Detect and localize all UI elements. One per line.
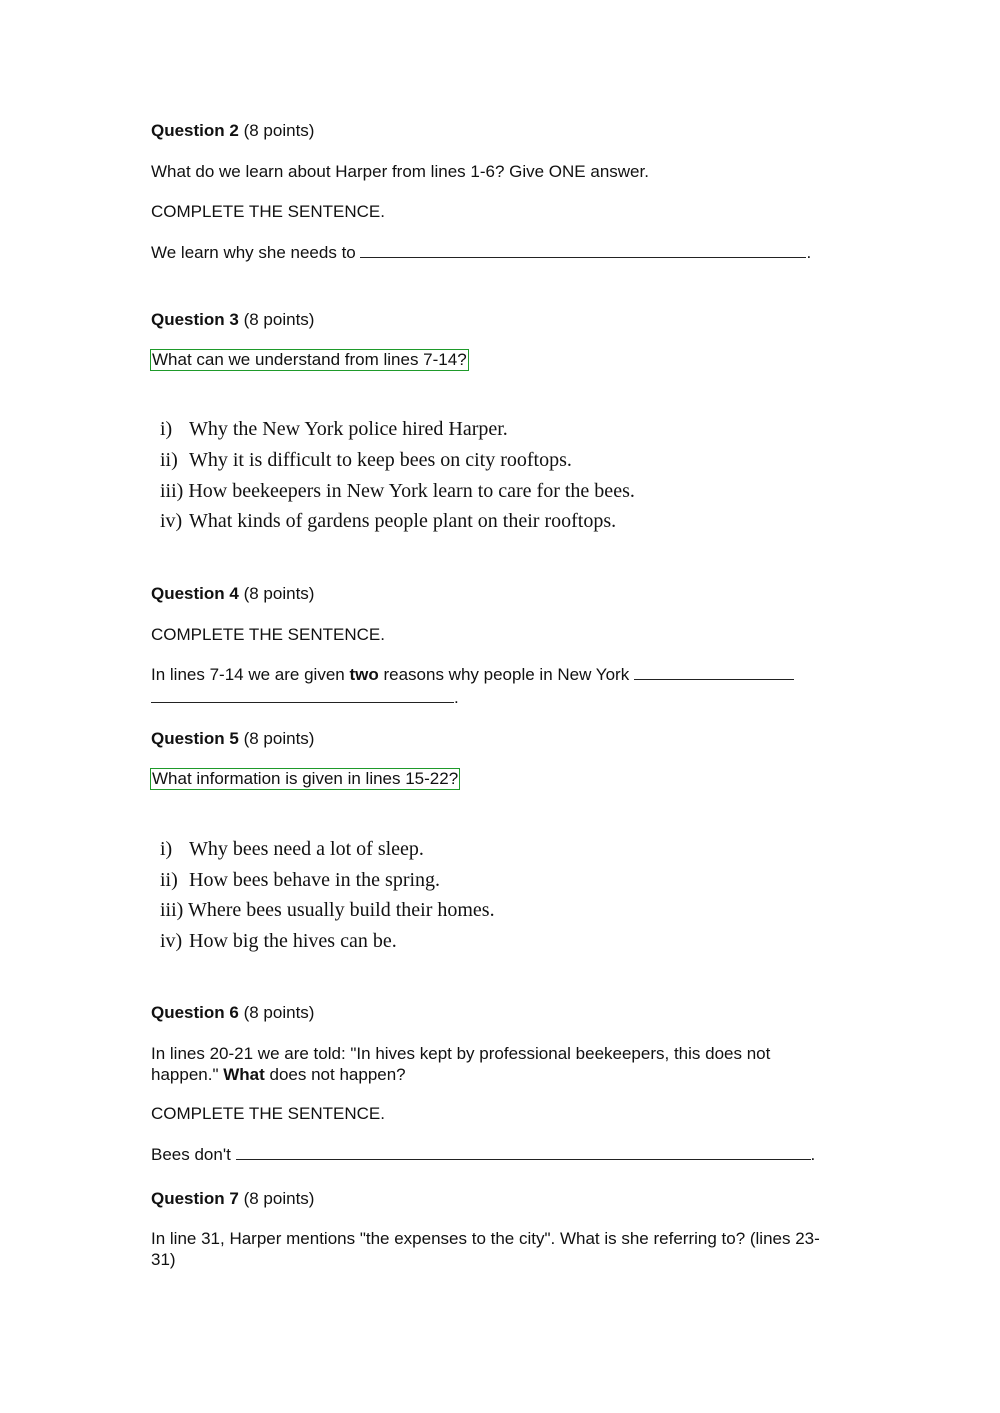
question-5-heading xyxy=(151,729,314,749)
question-5-option-4[interactable] xyxy=(160,930,397,953)
question-3-option-3[interactable] xyxy=(160,480,635,503)
option-text: How bees behave in the spring. xyxy=(189,869,441,891)
option-text: Why bees need a lot of sleep. xyxy=(189,838,424,860)
question-7-heading xyxy=(151,1189,314,1209)
question-5-prompt: What information is given in lines 15-22? xyxy=(152,769,459,788)
option-number: i) xyxy=(160,838,173,860)
option-text: Why the New York police hired Harper. xyxy=(189,418,508,440)
option-number: ii) xyxy=(160,869,178,891)
question-2-instruction: COMPLETE THE SENTENCE. xyxy=(151,202,385,221)
question-3-heading xyxy=(151,310,314,330)
question-5-option-1[interactable] xyxy=(160,838,424,861)
option-number: iii) xyxy=(160,480,184,502)
question-3-option-1[interactable] xyxy=(160,418,508,441)
question-points: (8 points) xyxy=(243,729,315,748)
option-text: What kinds of gardens people plant on their rooftops. xyxy=(189,510,617,532)
question-2-prompt: What do we learn about Harper from lines 1-6? Give ONE answer. xyxy=(151,162,649,181)
question-4-sentence xyxy=(151,665,794,685)
option-text: Where bees usually build their homes. xyxy=(187,899,495,921)
sentence-rest: reasons why people in New York xyxy=(383,665,630,684)
question-5-option-3[interactable] xyxy=(160,899,495,922)
question-points: (8 points) xyxy=(243,121,315,140)
prompt-text: happen." xyxy=(151,1065,219,1084)
question-label: Question 7 xyxy=(151,1189,239,1208)
option-text: How big the hives can be. xyxy=(189,930,397,952)
question-points: (8 points) xyxy=(243,584,315,603)
sentence-end: . xyxy=(806,243,812,262)
question-label: Question 6 xyxy=(151,1003,239,1022)
question-3-prompt: What can we understand from lines 7-14? xyxy=(152,350,467,369)
question-6-prompt-line-2 xyxy=(151,1065,406,1085)
sentence-end: . xyxy=(810,1145,816,1164)
option-text: Why it is difficult to keep bees on city rooftops. xyxy=(189,449,572,471)
question-label: Question 2 xyxy=(151,121,239,140)
question-6-prompt-line-1: In lines 20-21 we are told: "In hives kept by professional beekeepers, this does not xyxy=(151,1044,771,1063)
option-number: ii) xyxy=(160,449,178,471)
answer-blank[interactable] xyxy=(634,667,794,680)
option-number: iii) xyxy=(160,899,184,921)
question-3-option-2[interactable] xyxy=(160,449,572,472)
sentence-end: . xyxy=(454,688,459,707)
answer-blank-continued[interactable] xyxy=(151,690,454,703)
question-6-sentence xyxy=(151,1145,815,1165)
answer-blank[interactable] xyxy=(360,245,806,258)
option-number: i) xyxy=(160,418,173,440)
question-label: Question 5 xyxy=(151,729,239,748)
sentence-bold: two xyxy=(349,665,379,684)
question-4-instruction: COMPLETE THE SENTENCE. xyxy=(151,625,385,644)
question-label: Question 3 xyxy=(151,310,239,329)
prompt-text-end: does not happen? xyxy=(269,1065,406,1084)
sentence-start: We learn why she needs to xyxy=(151,243,356,262)
question-4-heading xyxy=(151,584,314,604)
answer-blank[interactable] xyxy=(236,1147,811,1160)
question-points: (8 points) xyxy=(243,1003,315,1022)
sentence-start: Bees don't xyxy=(151,1145,231,1164)
option-text: How beekeepers in New York learn to care for the bees. xyxy=(188,480,635,502)
sentence-start: In lines 7-14 we are given xyxy=(151,665,345,684)
question-6-heading xyxy=(151,1003,314,1023)
question-2-heading xyxy=(151,121,314,141)
question-label: Question 4 xyxy=(151,584,239,603)
question-5-option-2[interactable] xyxy=(160,869,440,892)
question-7-prompt-line-2: 31) xyxy=(151,1250,176,1269)
question-3-option-4[interactable] xyxy=(160,510,616,533)
question-6-instruction: COMPLETE THE SENTENCE. xyxy=(151,1104,385,1123)
prompt-bold: What xyxy=(223,1065,265,1084)
question-7-prompt-line-1: In line 31, Harper mentions "the expenses to the city". What is she referring to? (lines 23- xyxy=(151,1229,820,1248)
question-2-sentence xyxy=(151,243,811,263)
question-points: (8 points) xyxy=(243,1189,315,1208)
question-4-sentence-continued xyxy=(151,688,459,708)
option-number: iv) xyxy=(160,510,183,532)
question-points: (8 points) xyxy=(243,310,315,329)
option-number: iv) xyxy=(160,930,183,952)
